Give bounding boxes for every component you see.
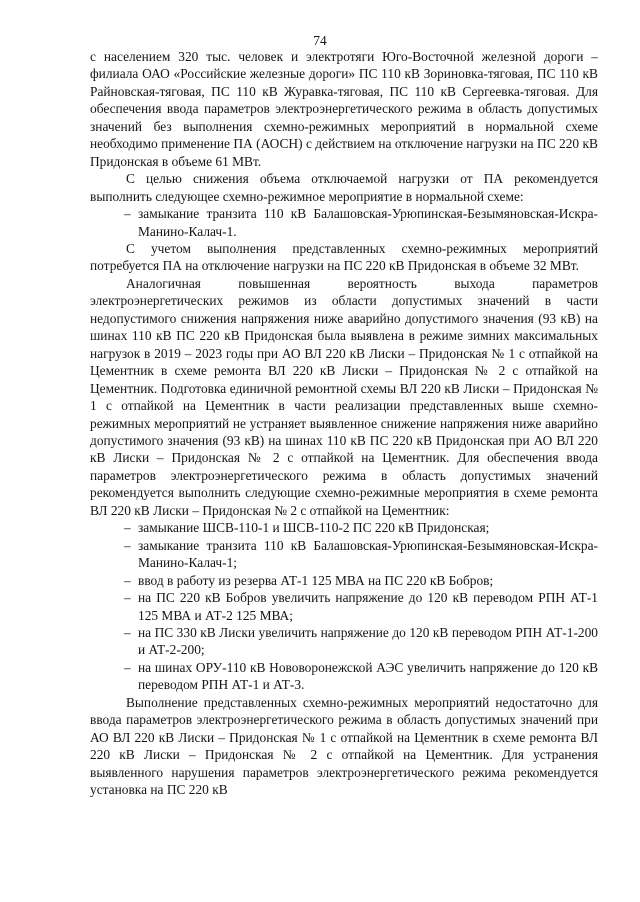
page-number: 74 (313, 33, 327, 48)
list-item: – замыкание ШСВ-110-1 и ШСВ-110-2 ПС 220 кВ Придонская; (124, 520, 490, 536)
document-body (90, 48, 598, 798)
dash-marker: – (124, 624, 131, 640)
dash-marker: – (124, 520, 131, 536)
dash-marker: – (124, 590, 131, 606)
list-item: – на ПС 220 кВ Бобров увеличить напряжение до 120 кВ переводом РПН АТ-1 125 МВА и АТ-2 125 МВА; (124, 590, 598, 623)
paragraph-3: С учетом выполнения представленных схемно-режимных мероприятий потребуется ПА на отключение нагрузки на ПС 220 кВ Придонская в объеме 32 МВт. (90, 240, 598, 274)
list-item: – замыкание транзита 110 кВ Балашовская-Урюпинская-Безымяновская-Искра-Манино-Калач-1. (124, 206, 598, 239)
list-item: – на шинах ОРУ-110 кВ Нововоронежской АЭС увеличить напряжение до 120 кВ переводом РПН АТ-1 и АТ-3. (124, 659, 598, 693)
paragraph-4: Аналогичная повышенная вероятность выхода параметров электроэнергетических режимов из области допустимых значений в части недопустимого снижения напряжения ниже аварийно допустимого значения (93 кВ) на шинах 110 кВ ПС 220 кВ Придонская была выявлена в режиме зимних максимальных нагрузок в 2019 – 2023 годы при АО ВЛ 220 кВ Лиски – Придонская № 1 с отпайкой на Цементник в схеме ремонта ВЛ 220 кВ Лиски – Придонская № 2 с отпайкой на Цементник. Подготовка единичной ремонтной схемы ВЛ 220 кВ Лиски – Придонская № 1 с отпайкой на Цементник в части реализации представленных выше схемно-режимных мероприятий не устраняет выявленное снижение напряжения ниже аварийно допустимого значения (93 кВ) на шинах 110 кВ ПС 220 кВ Придонская при АО ВЛ 220 кВ Лиски – Придонская № 2 с отпайкой на Цементник. Для обеспечения ввода параметров электроэнергетического режима в область допустимых значений рекомендуется выполнить следующие схемно-режимные мероприятия в схеме ремонта ВЛ 220 кВ Лиски – Придонская № 2 с отпайкой на Цементник: (90, 275, 598, 518)
paragraph-5: Выполнение представленных схемно-режимных мероприятий недостаточно для ввода параметров электроэнергетического режима в область допустимых значений при АО ВЛ 220 кВ Лиски – Придонская № 1 с отпайкой на Цементник в схеме ремонта ВЛ 220 кВ Лиски – Придонская № 2 с отпайкой на Цементник. Для устранения выявленного нарушения параметров электроэнергетического режима рекомендуется установка на ПС 220 кВ (90, 694, 598, 798)
paragraph-1: с населением 320 тыс. человек и электротяги Юго-Восточной железной дороги – филиала ОАО «Российские железные дороги» ПС 110 кВ Зориновка-тяговая, ПС 110 кВ Райновская-тяговая, ПС 110 кВ Журавка-тяговая, ПС 110 кВ Сергеевка-тяговая. Для обеспечения ввода параметров электроэнергетического режима в область допустимых значений без выполнения схемно-режимных мероприятий в нормальной схеме необходимо применение ПА (АОСН) с действием на отключение нагрузки на ПС 220 кВ Придонская в объеме 61 МВт. (90, 49, 598, 169)
paragraph-2: С целью снижения объема отключаемой нагрузки от ПА рекомендуется выполнить следующее схемно-режимное мероприятие в нормальной схеме: (90, 171, 598, 204)
dash-marker: – (124, 206, 131, 222)
measures-list-2 (90, 519, 598, 694)
list-item: – на ПС 330 кВ Лиски увеличить напряжение до 120 кВ переводом РПН АТ-1-200 и АТ-2-200; (124, 624, 598, 658)
measures-list-1 (90, 205, 598, 240)
dash-marker: – (124, 537, 131, 553)
dash-marker: – (124, 572, 131, 588)
dash-marker: – (124, 659, 131, 675)
list-item: – замыкание транзита 110 кВ Балашовская-Урюпинская-Безымяновская-Искра-Манино-Калач-1; (124, 537, 598, 571)
list-item: – ввод в работу из резерва АТ-1 125 МВА на ПС 220 кВ Бобров; (124, 572, 494, 588)
